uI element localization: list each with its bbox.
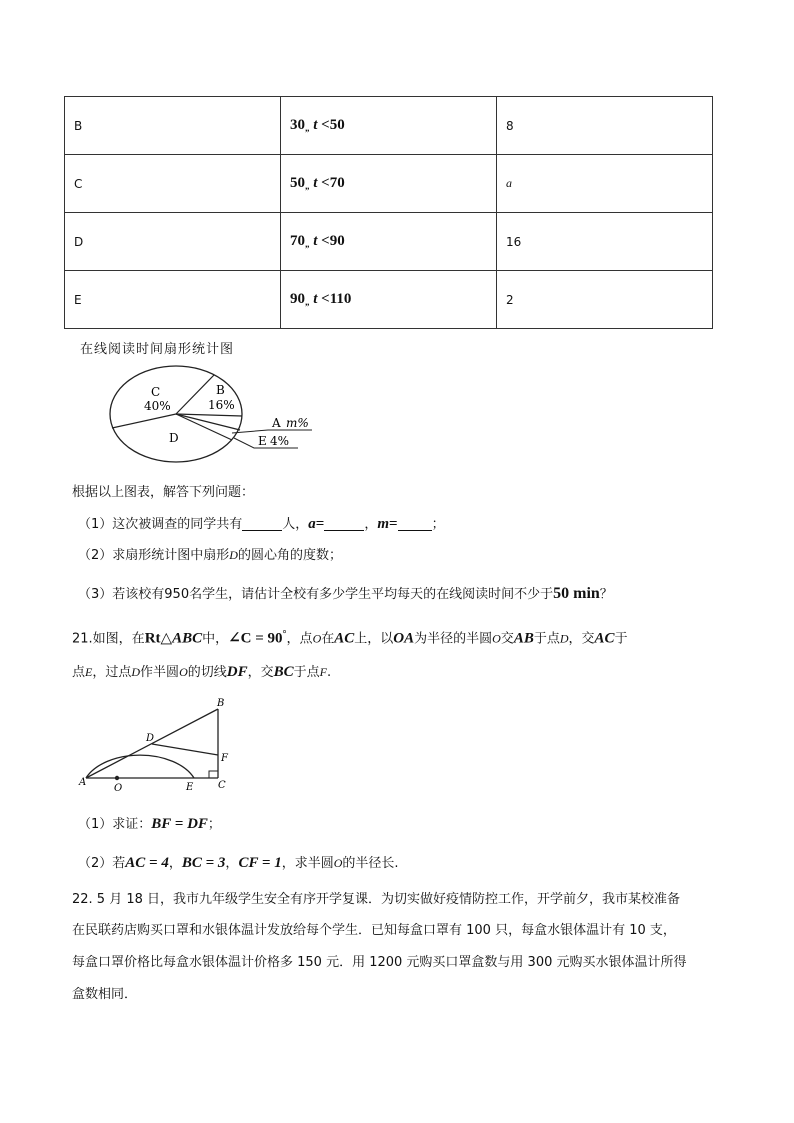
p21-part1: （1）求证：BF = DF； (78, 816, 221, 832)
answer-blank-total[interactable] (242, 516, 282, 531)
table-row (65, 271, 713, 329)
table-row (65, 213, 713, 271)
q20-part3: （3）若该校有950名学生，请估计全校有多少学生平均每天的在线阅读时间不少于50 min？ (78, 585, 613, 602)
slice-value-a: m% (286, 416, 309, 430)
count-cell: 2 (497, 271, 713, 329)
label-f: F (221, 753, 228, 764)
q20-part2: （2）求扇形统计图中扇形D的圆心角的度数； (78, 548, 342, 563)
label-d: D (146, 733, 155, 744)
p22-line1: 22. 5 月 18 日，我市九年级学生安全有序开学复课．为切实做好疫情防控工作，开学前夕，我市某校准备 (72, 892, 681, 907)
pie-svg (72, 338, 332, 468)
pie-divider-b-a (176, 414, 242, 416)
slice-value-c: 40% (144, 399, 171, 413)
p22-line3: 每盒口罩价格比每盒水银体温计价格多 150 元．用 1200 元购买口罩盒数与用 300 元购买水银体温计所得 (72, 955, 687, 970)
semicircle-o (86, 755, 194, 778)
slice-value-e: 4% (270, 434, 290, 448)
label-a: A (79, 777, 87, 788)
label-b: B (217, 698, 225, 709)
answer-blank-m[interactable] (398, 516, 432, 531)
group-cell: B (65, 97, 281, 155)
pie-divider-e-d (176, 414, 232, 440)
q20-part1: （1）这次被调查的同学共有 人，a= ，m= ； (78, 516, 445, 532)
count-cell: 8 (497, 97, 713, 155)
label-o: O (114, 783, 123, 794)
range-cell: $90_„$ t <110 (281, 271, 497, 329)
center-point-o (115, 776, 119, 780)
pie-title: 在线阅读时间扇形统计图 (80, 342, 235, 357)
answer-blank-a[interactable] (324, 516, 364, 531)
frequency-table (64, 96, 713, 329)
slice-label-e: E (258, 434, 267, 448)
pie-divider-c-d (112, 414, 176, 428)
slice-label-a: A (272, 416, 281, 430)
count-cell: 16 (497, 213, 713, 271)
range-cell: $30_„$ t <50 (281, 97, 497, 155)
tangent-df (152, 744, 218, 755)
slice-label-c: C (151, 385, 161, 399)
p21-line2: 点E，过点D作半圆O的切线DF，交BC于点F. (72, 664, 332, 680)
label-e: E (186, 782, 194, 793)
slice-label-b: B (216, 383, 225, 397)
table-row (65, 155, 713, 213)
p21-part2: （2）若AC = 4，BC = 3，CF = 1，求半圆O的半径长. (78, 855, 399, 871)
geometry-figure (76, 695, 246, 795)
label-c: C (218, 780, 226, 791)
right-angle-mark (209, 771, 218, 778)
group-cell: C (65, 155, 281, 213)
slice-label-d: D (169, 431, 179, 445)
p22-line4: 盒数相同． (72, 987, 138, 1002)
pie-divider-a-e (176, 414, 240, 430)
p22-line2: 在民联药店购买口罩和水银体温计发放给每个学生．已知每盒口罩有 100 只，每盒水银体温计有 10 支， (72, 923, 676, 938)
slice-value-b: 16% (208, 398, 235, 412)
count-cell: a (497, 155, 713, 213)
q20-intro: 根据以上图表，解答下列问题： (72, 485, 255, 500)
p21-line1: 21.如图，在Rt△ABC中，∠C = 90°，点O在AC上，以OA为半径的半圆O交AB于点D，交AC于 (72, 629, 628, 647)
group-cell: E (65, 271, 281, 329)
pie-chart (72, 338, 332, 468)
range-cell: $70_„$ t <90 (281, 213, 497, 271)
group-cell: D (65, 213, 281, 271)
leader-a (232, 430, 312, 433)
table-row (65, 97, 713, 155)
range-cell: $50_„$ t <70 (281, 155, 497, 213)
